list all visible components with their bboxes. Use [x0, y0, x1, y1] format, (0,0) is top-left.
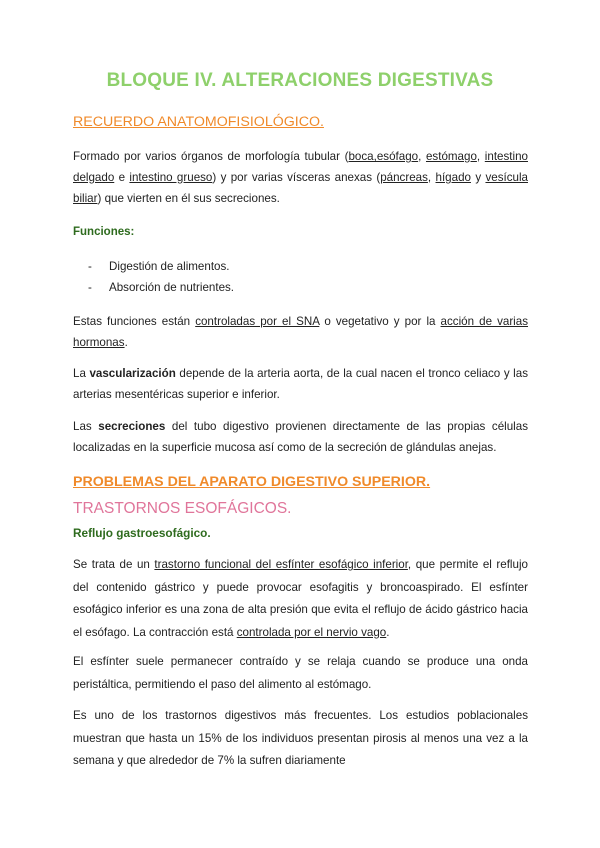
subheading-trastornos-esofagicos: TRASTORNOS ESOFÁGICOS.: [73, 500, 292, 517]
text-run: , que permite el reflujo del contenido gástrico y puede provocar esofagitis y broncoaspirado. El esfínter esofágico inferior es una zona de alta presión que evita el reflujo de ácido gástrico hacia el esófago. La contracción está: [73, 558, 528, 639]
term-vascularizacion: vascularización: [89, 367, 176, 380]
term-pancreas: páncreas: [380, 171, 428, 184]
term-nervio-vago: controlada por el nervio vago: [236, 625, 387, 639]
text-run: Estas funciones están: [73, 315, 196, 328]
text-run: e: [114, 171, 130, 184]
term-boca-esofago: boca,esófago: [348, 150, 419, 163]
text-run: Se trata de un: [73, 558, 155, 571]
paragraph-vascularizacion: [73, 363, 528, 405]
paragraph-frecuencia: Es uno de los trastornos digestivos más frecuentes. Los estudios poblacionales muestran que hasta un 15% de los individuos presentan pirosis al menos una vez a la semana y que alrededor de 7% la sufren diariamente: [73, 709, 528, 767]
paragraph-secreciones: [73, 416, 528, 458]
text-run: del tubo digestivo provienen directamente de las propias células localizadas en la superficie mucosa así como de la secreción de glándulas anejas.: [73, 420, 528, 454]
paragraph-reflujo-definicion: [73, 554, 528, 644]
list-item: [88, 277, 234, 298]
term-vesicula-biliar: vesícula biliar: [73, 171, 528, 205]
funciones-list: [88, 256, 234, 298]
list-item-text: Absorción de nutrientes.: [109, 281, 235, 294]
list-item: [88, 256, 234, 277]
term-intestino-grueso: intestino grueso: [129, 171, 213, 184]
text-run: .: [124, 336, 128, 349]
funciones-label: Funciones:: [73, 226, 135, 238]
term-secreciones: secreciones: [98, 420, 166, 433]
list-item-text: Digestión de alimentos.: [109, 260, 230, 273]
text-run: ) que vierten en él sus secreciones.: [97, 192, 280, 205]
term-intestino-delgado: intestino delgado: [73, 150, 528, 184]
topic-reflujo: Reflujo gastroesofágico.: [73, 526, 211, 540]
text-run: Las: [73, 420, 99, 433]
term-higado: hígado: [435, 171, 471, 184]
paragraph-control: [73, 311, 528, 353]
text-run: depende de la arteria aorta, de la cual nacen el tronco celiaco y las arterias mesentéricas superior e inferior.: [73, 367, 528, 401]
list-dash: -: [88, 281, 92, 294]
term-trastorno-funcional: trastorno funcional del esfínter esofágico inferior: [154, 558, 408, 571]
paragraph-esfinter: El esfínter suele permanecer contraído y se relaja cuando se produce una onda peristáltica, permitiendo el paso del alimento al estómago.: [73, 655, 528, 691]
text-run: ,: [418, 150, 426, 163]
list-dash: -: [88, 260, 92, 273]
section-heading-problemas: PROBLEMAS DEL APARATO DIGESTIVO SUPERIOR.: [73, 474, 431, 490]
term-accion-hormonas: acción de varias hormonas: [73, 315, 529, 349]
text-run: ,: [427, 171, 436, 184]
text-run: Formado por varios órganos de morfología tubular (: [73, 150, 349, 163]
document-title: BLOQUE IV. ALTERACIONES DIGESTIVAS: [106, 70, 494, 91]
text-run: y: [470, 171, 486, 184]
text-run: La: [73, 367, 90, 380]
text-run: ) y por varias vísceras anexas (: [212, 171, 381, 184]
section-heading-anatomofisiologico: RECUERDO ANATOMOFISIOLÓGICO.: [73, 114, 324, 130]
term-controladas-sna: controladas por el SNA: [195, 315, 320, 328]
paragraph-intro: [73, 146, 528, 209]
term-estomago: estómago: [425, 150, 477, 163]
text-run: ,: [476, 150, 481, 163]
text-run: .: [386, 625, 390, 639]
text-run: o vegetativo y por la: [319, 315, 441, 328]
